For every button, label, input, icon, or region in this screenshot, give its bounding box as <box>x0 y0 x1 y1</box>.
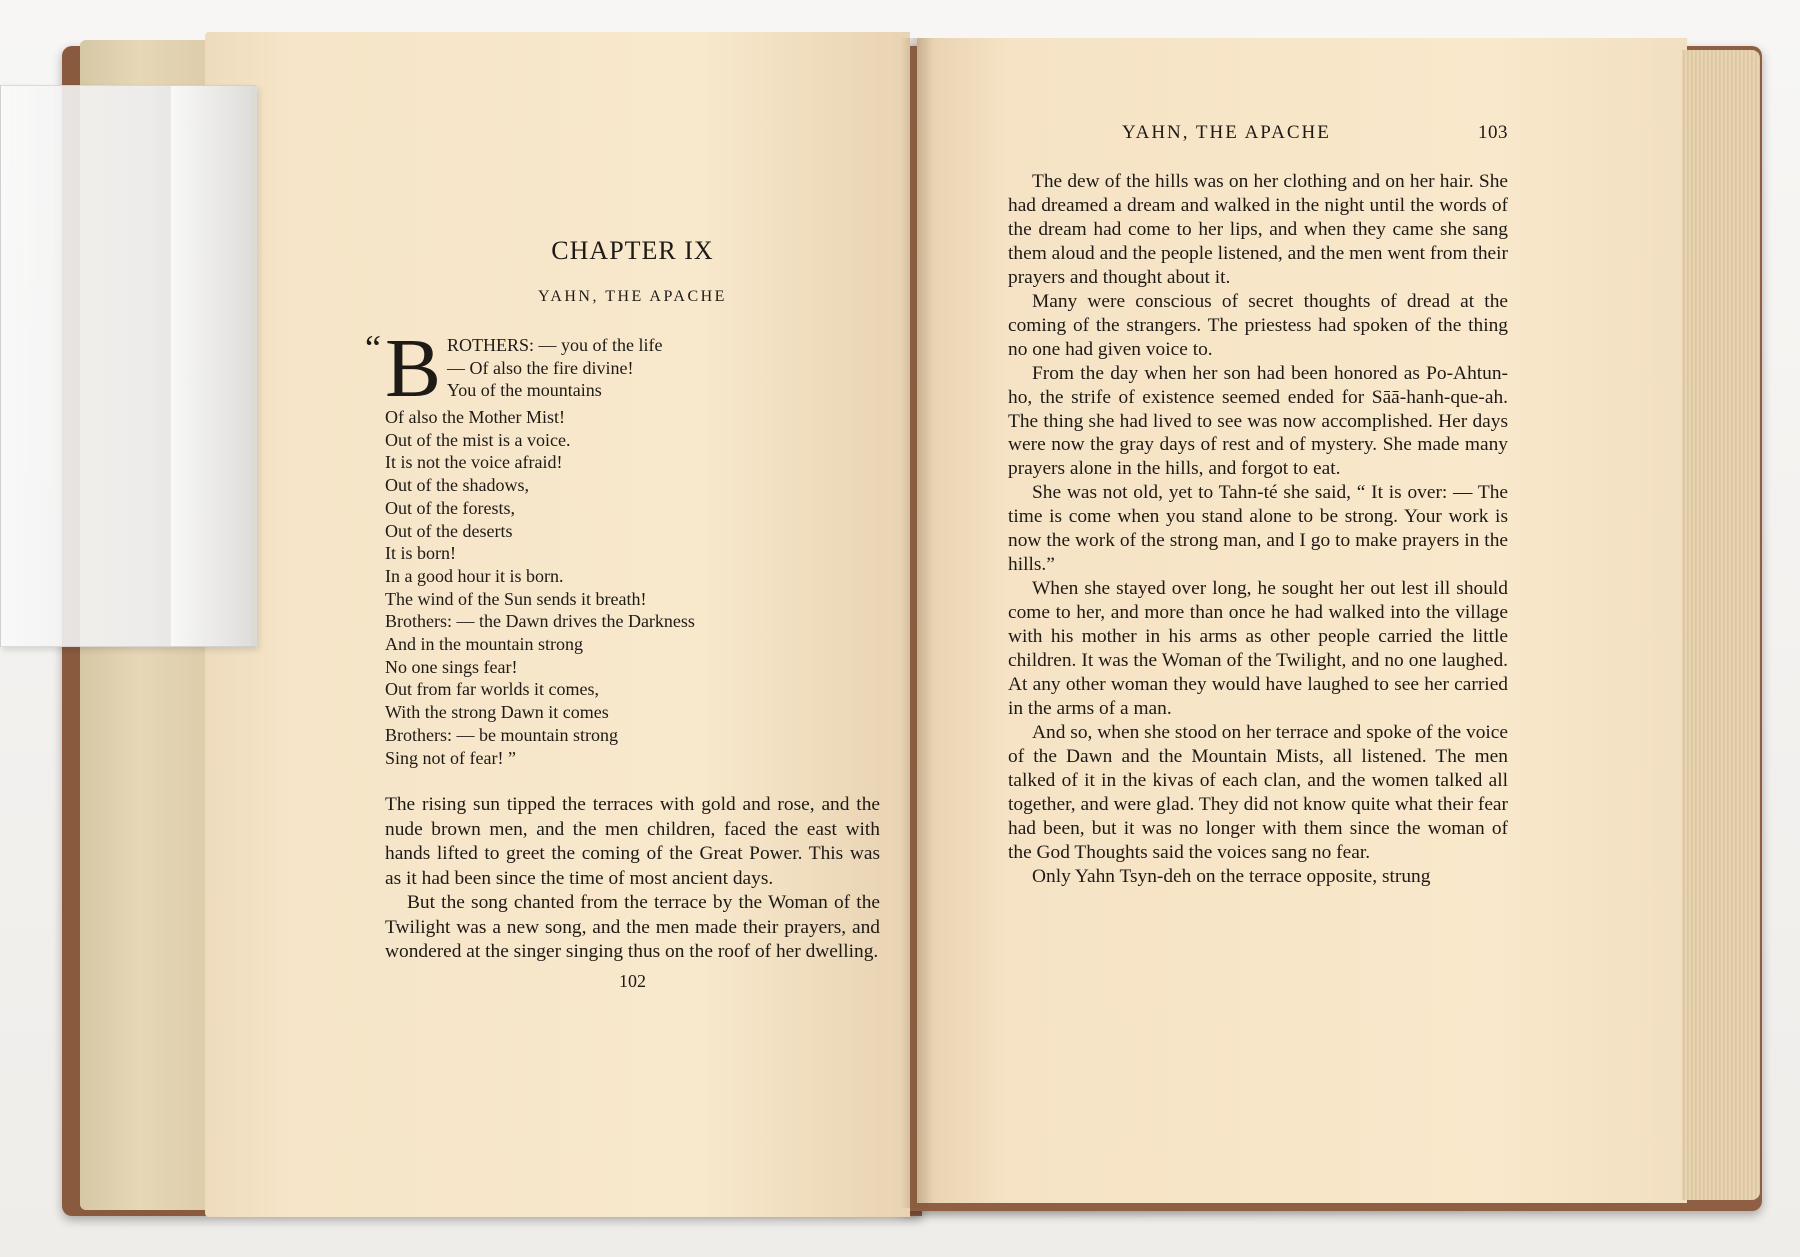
poem-line: Of also the Mother Mist! <box>385 407 565 427</box>
poem-line: Out of the mist is a voice. <box>385 429 571 450</box>
poem-line: — Of also the fire divine! <box>447 357 634 378</box>
page-number-right: 103 <box>1478 122 1508 143</box>
poem-line: In a good hour it is born. <box>385 565 564 586</box>
poem-line: Sing not of fear! ” <box>385 747 516 768</box>
bookmark-slip <box>0 85 257 647</box>
poem-line: You of the mountains <box>447 380 602 401</box>
paragraph: The dew of the hills was on her clothing and on her hair. She had dreamed a dream and walked in the night until the words of the dream had come to her lips, and when they came she sang them aloud and the people listened, and the men went from their prayers and thought about it. <box>1008 171 1508 288</box>
poem-line: No one sings fear! <box>385 656 518 677</box>
poem-line: Out of the shadows, <box>385 475 529 496</box>
poem-line: Out of the forests, <box>385 497 515 518</box>
poem-line: Out of the deserts <box>385 520 513 541</box>
paragraph: When she stayed over long, he sought her out lest ill should come to her, and more than once he had walked into the village with his mother in his arms as other people carried the little children. It was the Woman of the Twilight, and no one laughed. At any other woman they would have laughed to see her carried in the arms of a man. <box>1008 578 1508 719</box>
poem-line: And in the mountain strong <box>385 634 583 655</box>
poem-line: Out from far worlds it comes, <box>385 679 599 700</box>
drop-cap: B <box>385 322 442 415</box>
running-head: YAHN, THE APACHE <box>1122 122 1331 143</box>
right-prose <box>1008 170 1508 889</box>
paragraph: But the song chanted from the terrace by the Woman of the Twilight was a new song, and the men made their prayers, and wondered at the singer singing thus on the roof of her dwelling. <box>385 892 880 963</box>
paragraph: Many were conscious of secret thoughts of dread at the coming of the strangers. The priestess had spoken of the thing no one had given voice to. <box>1008 290 1508 360</box>
paragraph: Only Yahn Tsyn-deh on the terrace opposite, strung <box>1032 865 1431 887</box>
right-page-text <box>1008 122 1508 889</box>
poem-line: With the strong Dawn it comes <box>385 702 609 723</box>
paragraph: From the day when her son had been honored as Po-Ahtun-ho, the strife of existence seemed ended for Sāā-hanh-que-ah. The thing she had lived to see was now accomplished. Her days were now the gray days of rest and of mystery. She made many prayers alone in the hills, and forgot to eat. <box>1008 362 1508 480</box>
page-number-left: 102 <box>619 970 646 991</box>
poem-line: It is not the voice afraid! <box>385 452 563 473</box>
poem-line: Brothers: — be mountain strong <box>385 724 618 745</box>
poem-line: It is born! <box>385 543 456 564</box>
poem <box>365 322 880 769</box>
book-gutter <box>900 38 934 1208</box>
chapter-title: CHAPTER IX <box>551 236 714 265</box>
paragraph: And so, when she stood on her terrace and spoke of the voice of the Dawn and the Mountain Mists, all listened. The men talked of it in the kivas of each clan, and the women talked all together, and were glad. They did not know quite what their fear had been, but it was no longer with them since the woman of the God Thoughts said the voices sang no fear. <box>1008 721 1508 863</box>
paragraph: She was not old, yet to Tahn-té she said, “ It is over: — The time is come when you stand alone to be strong. Your work is now the work of the strong man, and I go to make prayers in the hills.” <box>1008 482 1508 576</box>
poem-line: Brothers: — the Dawn drives the Darkness <box>385 611 695 632</box>
poem-line: The wind of the Sun sends it breath! <box>385 588 647 609</box>
left-page-text <box>365 220 880 992</box>
chapter-subtitle: YAHN, THE APACHE <box>538 288 727 305</box>
right-page-edges <box>1682 50 1760 1200</box>
paragraph: The rising sun tipped the terraces with gold and rose, and the nude brown men, and the men children, faced the east with hands lifted to greet the coming of the Great Power. This was as it had been since the time of most ancient days. <box>385 794 880 889</box>
running-header <box>1008 122 1508 146</box>
poem-line: ROTHERS: — you of the life <box>447 335 663 355</box>
poem-opening-quote: “ <box>365 328 381 368</box>
left-prose <box>385 793 880 965</box>
